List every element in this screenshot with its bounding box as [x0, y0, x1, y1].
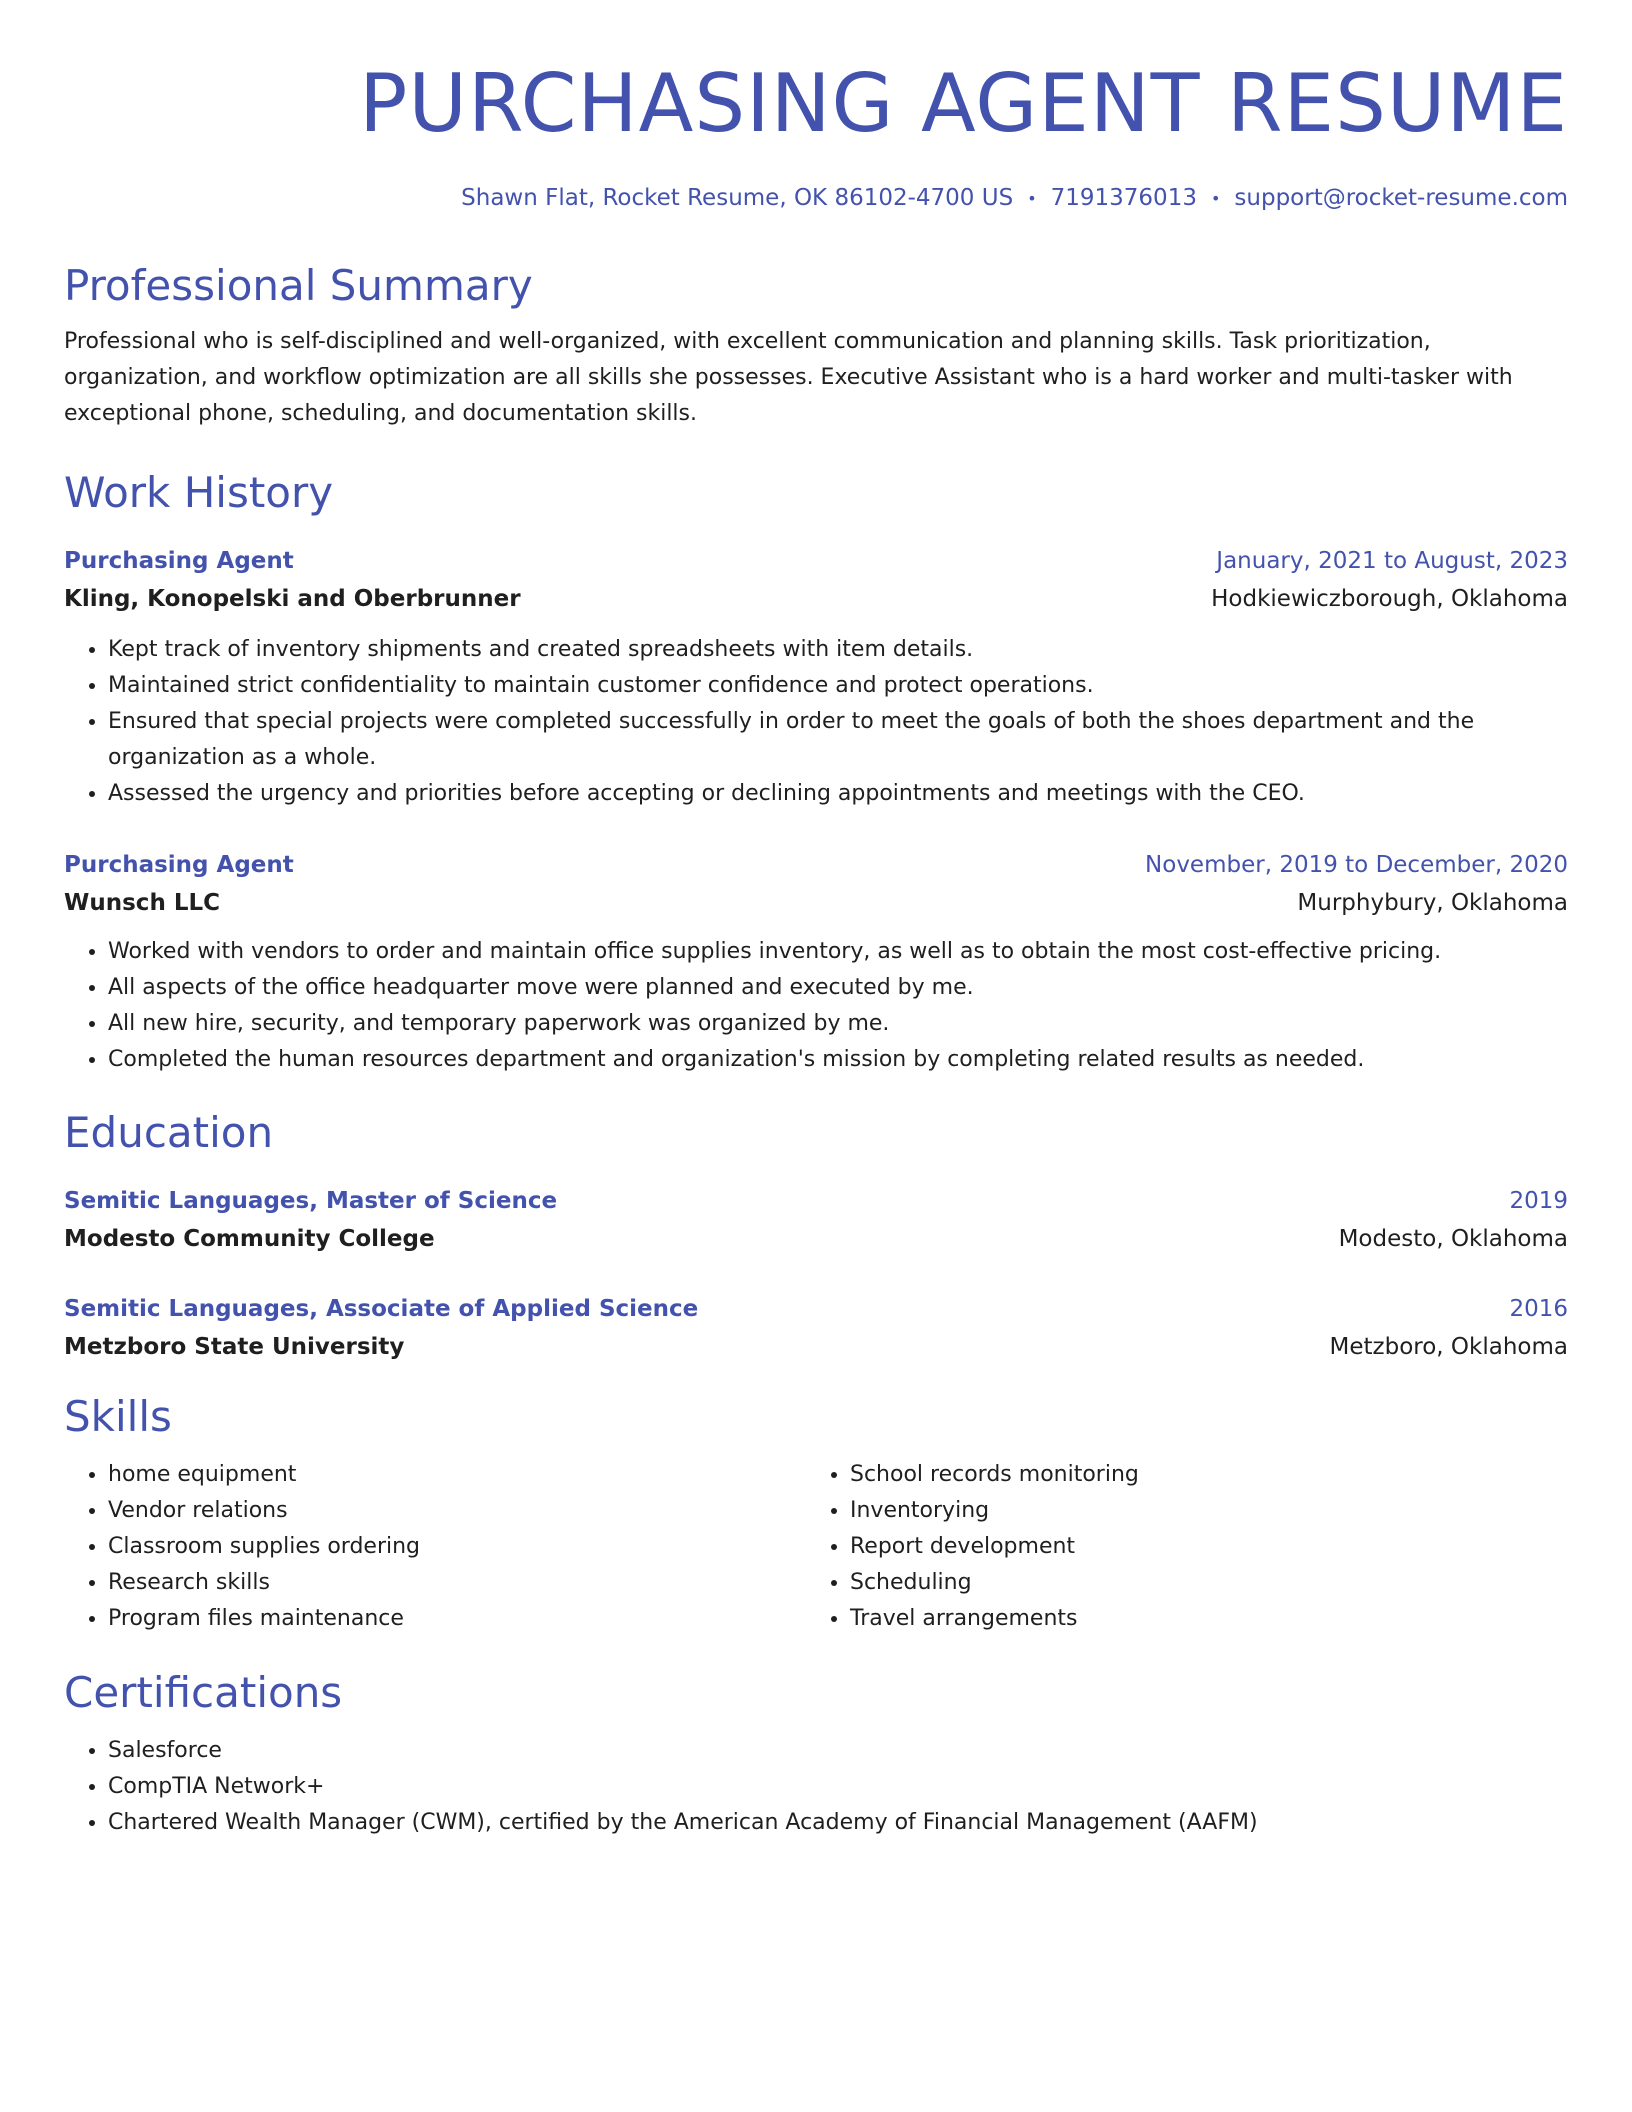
education-section	[64, 1107, 1568, 1159]
education-school-row	[64, 1328, 1568, 1366]
job-entry	[64, 542, 1568, 812]
job-company-row	[64, 884, 1568, 922]
education-school: Modesto Community College	[64, 1226, 435, 1252]
certifications-heading: Certifications	[64, 1668, 343, 1717]
job-bullets	[64, 934, 1568, 1078]
education-location: Modesto, Oklahoma	[1338, 1226, 1568, 1252]
skill-item: • Report development	[850, 1529, 1548, 1565]
job-bullets	[64, 632, 1568, 812]
education-degree-row	[64, 1182, 1568, 1220]
job-title-row	[64, 542, 1568, 580]
education-year: 2019	[1509, 1188, 1568, 1214]
job-bullet: • Completed the human resources department and organization's mission by completing related results as needed.	[108, 1042, 1568, 1078]
education-entry	[64, 1290, 1568, 1366]
education-degree-row	[64, 1290, 1568, 1328]
job-bullet: • Assessed the urgency and priorities before accepting or declining appointments and meetings with the CEO.	[108, 776, 1568, 812]
contact-separator: •	[1210, 188, 1221, 208]
job-dates: November, 2019 to December, 2020	[1145, 852, 1568, 878]
skills-column-left	[64, 1457, 806, 1637]
skill-item: • Program files maintenance	[108, 1601, 806, 1637]
job-dates: January, 2021 to August, 2023	[1216, 548, 1568, 574]
contact-phone: 7191376013	[1050, 185, 1197, 211]
job-company: Wunsch LLC	[64, 890, 221, 916]
skill-item: • Scheduling	[850, 1565, 1548, 1601]
skills-grid	[64, 1457, 1568, 1637]
skills-list	[806, 1457, 1548, 1637]
contact-separator: •	[1027, 188, 1037, 208]
skill-item: • School records monitoring	[850, 1457, 1548, 1493]
skill-item: • Inventorying	[850, 1493, 1548, 1529]
contact-address: Shawn Flat, Rocket Resume, OK 86102-4700 US	[461, 185, 1014, 211]
contact-line	[64, 182, 1568, 215]
education-year: 2016	[1509, 1296, 1568, 1322]
skill-item: • Research skills	[108, 1565, 806, 1601]
skills-heading: Skills	[64, 1392, 172, 1441]
contact-email: support@rocket-resume.com	[1234, 185, 1568, 211]
skills-section	[64, 1391, 1568, 1637]
job-company: Kling, Konopelski and Oberbrunner	[64, 586, 521, 612]
certification-item: • Chartered Wealth Manager (CWM), certified by the American Academy of Financial Management (AAFM)	[108, 1805, 1568, 1841]
job-bullet: • Ensured that special projects were completed successfully in order to meet the goals of both the shoes department and the organization as a whole.	[108, 704, 1568, 776]
resume-title: PURCHASING AGENT RESUME	[359, 57, 1568, 150]
work-history-heading: Work History	[64, 468, 334, 517]
job-bullet: • Kept track of inventory shipments and created spreadsheets with item details.	[108, 632, 1568, 668]
job-title: Purchasing Agent	[64, 852, 294, 878]
education-school: Metzboro State University	[64, 1334, 405, 1360]
skills-list	[64, 1457, 806, 1637]
certification-item: • Salesforce	[108, 1733, 1568, 1769]
skills-column-right	[806, 1457, 1548, 1637]
job-title: Purchasing Agent	[64, 548, 294, 574]
skill-item: • Vendor relations	[108, 1493, 806, 1529]
summary-heading: Professional Summary	[64, 261, 533, 310]
education-degree: Semitic Languages, Associate of Applied Science	[64, 1296, 699, 1322]
education-degree: Semitic Languages, Master of Science	[64, 1188, 558, 1214]
job-location: Hodkiewiczborough, Oklahoma	[1211, 586, 1568, 612]
job-bullet: • Maintained strict confidentiality to maintain customer confidence and protect operations.	[108, 668, 1568, 704]
summary-section	[64, 260, 1568, 432]
job-bullet: • Worked with vendors to order and maintain office supplies inventory, as well as to obtain the most cost-effective pricing.	[108, 934, 1568, 970]
certification-item: • CompTIA Network+	[108, 1769, 1568, 1805]
skill-item: • Classroom supplies ordering	[108, 1529, 806, 1565]
job-bullet: • All new hire, security, and temporary paperwork was organized by me.	[108, 1006, 1568, 1042]
resume-page	[64, 0, 1568, 1835]
certifications-list	[64, 1733, 1568, 1841]
job-company-row	[64, 580, 1568, 618]
education-location: Metzboro, Oklahoma	[1329, 1334, 1568, 1360]
job-entry	[64, 846, 1568, 1078]
job-title-row	[64, 846, 1568, 884]
summary-text: Professional who is self-disciplined and well-organized, with excellent communication and planning skills. Task prioritization, organization, and workflow optimization are all skills she possesses. Executive Assistant who is a hard worker and multi-tasker with exceptional phone, scheduling, and documentation skills.	[64, 329, 1513, 426]
education-school-row	[64, 1220, 1568, 1258]
job-bullet: • All aspects of the office headquarter move were planned and executed by me.	[108, 970, 1568, 1006]
certifications-section	[64, 1667, 1568, 1841]
education-entry	[64, 1182, 1568, 1258]
education-heading: Education	[64, 1108, 274, 1157]
job-location: Murphybury, Oklahoma	[1297, 890, 1568, 916]
skill-item: • home equipment	[108, 1457, 806, 1493]
skill-item: • Travel arrangements	[850, 1601, 1548, 1637]
work-history-section	[64, 467, 1568, 519]
